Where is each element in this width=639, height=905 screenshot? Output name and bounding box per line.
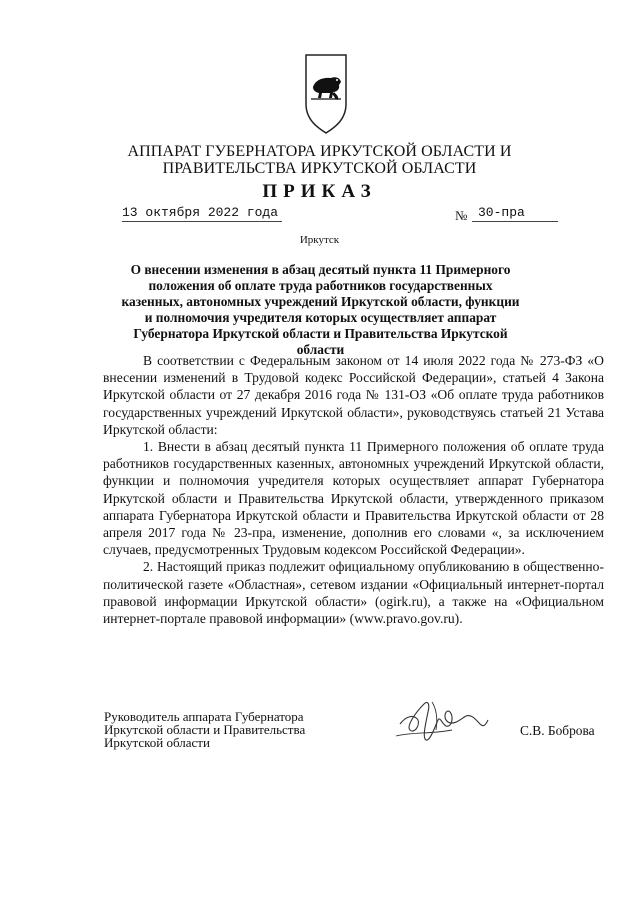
body-paragraph-1: 1. Внести в абзац десятый пункта 11 Примерного положения об оплате труда работников государственных казенных, автономных учреждений Иркутской области, функции и полномочия учредителя которых осуществляет аппарат Губернатора Иркутской области и Правительства Иркутской области, утвержденного приказом аппарата Губернатора Иркутской области и Правительства Иркутской области от 28 апреля 2017 года № 23-пра, изменение, дополнив его словами «, за исключением случаев, предусмотренных Трудовым кодексом Российской Федерации».	[103, 439, 604, 558]
organization-name-line1: АППАРАТ ГУБЕРНАТОРА ИРКУТСКОЙ ОБЛАСТИ И	[127, 143, 512, 160]
signatory-position-line3: Иркутской области	[104, 735, 210, 750]
signatory-position-line2: Иркутской области и Правительства	[104, 722, 306, 737]
order-number: 30-пра	[472, 205, 558, 222]
body-paragraph-preamble: В соответствии с Федеральным законом от 14 июля 2022 года № 273-ФЗ «О внесении изменений в Трудовой кодекс Российской Федерации», статьей 4 Закона Иркутской области от 27 декабря 2016 года № 131-ОЗ «Об оплате труда работников государственных учреждений Иркутской области», руководствуясь статьей 21 Устава Иркутской области:	[103, 353, 604, 437]
order-date: 13 октября 2022 года	[122, 205, 282, 222]
number-sign: №	[455, 208, 468, 223]
signatory-name: С.В. Боброва	[520, 723, 595, 738]
order-body	[103, 352, 604, 627]
body-paragraph-2: 2. Настоящий приказ подлежит официальному опубликованию в общественно-политической газете «Областная», сетевом издании «Официальный интернет-портал правовой информации Иркутской области» (ogirk.ru), а также на «Официальном интернет-портале правовой информации» (www.pravo.gov.ru).	[103, 559, 604, 627]
city: Иркутск	[299, 234, 340, 246]
signatory-position	[104, 710, 364, 749]
organization-name-line2: ПРАВИТЕЛЬСТВА ИРКУТСКОЙ ОБЛАСТИ	[162, 160, 477, 177]
document-type: ПРИКАЗ	[262, 181, 377, 202]
handwritten-signature-icon	[392, 694, 492, 750]
order-subject: О внесении изменения в абзац десятый пункта 11 Примерного положения об оплате труда работников государственных казенных, автономных учреждений Иркутской области, функции и полномочия учредителя которых осуществляет аппарат Губернатора Иркутской области и Правительства Иркутской области	[121, 262, 520, 357]
irkutsk-coat-of-arms-icon	[303, 52, 349, 136]
organization-name	[100, 143, 539, 177]
signatory-position-line1: Руководитель аппарата Губернатора	[104, 709, 304, 724]
